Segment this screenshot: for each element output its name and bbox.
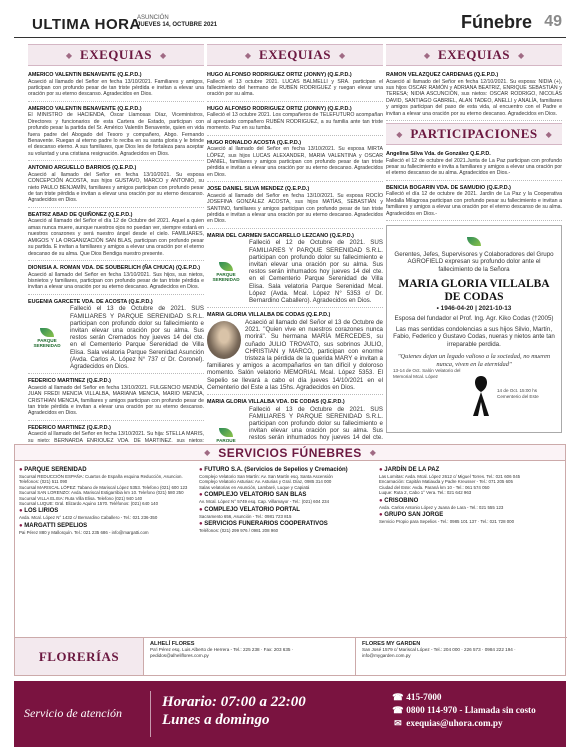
provider-detail: Salas velatorias en Asunción, Lambaré, Luque y Capiatá [199,484,310,490]
florerias-bar [15,637,567,675]
provider-detail: Sucursal LUQUE: Gral. Elizardo Aquino 1570. Teléfonos: (021) 640 140 [19,501,159,507]
obituary-text: Acaeció al llamado del Señor en fecha 13/10/2021. FULGENCIO MENDÍA, JUAN FREDI MENCIA VILLALBA, MARIANA MENCIA, MARIO MENCIA, CRISTHIAN MENCIA, familiares y amigos participan con profundo pesar de tan triste pérdida e invitan a elevar una oración por su eterno descanso. Agradecidos en Dios. [28,384,204,417]
diamond-icon: ◆ [65,50,73,60]
obituary-ad: MARIA GLORIA VILLALBA DE CODAS (Q.E.P.D.) Acaeció al llamado del Señor el 13 de Octubre de 2021. "Quien vive en nuestros corazones nunca morirá". Su hermana MARÍA MERCEDES, su cuñado JULIO TROVATO, sus sobrinos JULIO, CHRISTIAN y MARCO, participan con enorme tristeza la pérdida de la querida MARY e invitan a familiares y amigos a acompañarlos en tan difícil y doloroso momento. Salón velatorio MEMORIAL Mcal. López 5353. El Sepelio se llevará a cabo el día jueves 14/10/2021 en el Cementerio del Este a las 15hs. Agradecidos en Dios. [207,310,383,395]
services-column-1 [19,465,195,633]
provider-name: ● MARGATTI SEPELIOS [19,522,88,529]
obituary-name: DIONISIA A. ROMAN VDA. DE SOUBERLICH (ÑA CHUCA) (Q.E.P.D.) [28,264,201,271]
service-footer [14,681,566,747]
bullet-icon: ● [199,521,205,528]
provider-detail: Sucursal MARISCAL LÓPEZ: Tabano de Mariscal López 5353. Telefono (021) 600 123 [19,484,188,490]
obituary-text: Falleció el 13 octubre 2021. Los compañeros de TELEFUTURO acompañan al apreciado compañero RUBÉN RODRIGUEZ, a su familia ante tan triste momento. Paz en su tumba. [207,112,383,132]
obituary-name: BENICIA BOGARIN VDA. DE SAMUDIO (Q.E.P.D.) [386,184,511,191]
obituary-text: Acaeció al llamado del Señor el día 12 de Octubre del 2021. Aquel a quien amas nunca muere, aunque nuestros ojos no puedan ver, siempre estará en nuestros corazones y será nuestro ángel desde el cielo. FAMILIARES, AMIGOS Y LA ORGANIZACIÓN SAN BLAS, participan con profundo pesar su partida. E invitan a familiares y amigos a elevar una oración por el eterno descanso de su alma. Que Dios Bendiga nuestro presente. [28,218,204,257]
obituary-name: HUGO RONALDO ACOSTA (Q.E.P.D.) [207,139,302,146]
obituary-text: Acaeció al llamado del Señor en fecha 13/10/2021. Su esposa CONCEPCIÓN ACOSTA, sus hijos GUSTAVO, MARCO y ANTONIO, su nieto PAULO BENJAMÍN, familiares y amigos participan con profundo pesar de tan triste pérdida e invitan a elevar una oración por su eterno descanso. Agradecidos en Dios. [28,171,204,204]
diamond-icon: ◆ [369,448,376,457]
services-title-bar: ◆ SERVICIOS FÚNEBRES ◆ [15,445,565,461]
provider-name: ● SERVICIOS FUNERARIOS COOPERATIVOS [199,521,328,528]
provider-detail: Pai Pérez 880 y Mallorquín. Tel.: 021 235 686 - info@margatti.com [19,529,149,535]
obituary-ad [207,70,383,102]
provider-name: ● CRISOBINO [379,497,419,504]
obituary-text: Acaeció al llamado del Señor en fecha 13/10/2021. Sus hijos, sus nietos, bisnietos y familiares, participan con profundo pesar de tan triste pérdida e invitan a elevar una oración por su eterno descanso. Agradecidos en Dios. [28,271,204,291]
bullet-icon: ● [199,492,205,499]
column-1 [28,44,204,442]
provider-detail: Teléfonos: (021) 299 976 / 0981 208 960 [199,528,279,534]
obituary-name: JOSE DANIEL SILVA MENDEZ (Q.E.P.D.) [207,186,310,193]
column-2 [207,44,383,442]
bullet-icon: ● [19,467,25,473]
obituary-text: Acaeció al llamado del Señor en fecha 13/10/2021. Su hija: STELLA MARIS, su nieto: BERNARDA ENRIQUEZ VDA. DE MARTINEZ, sus nietos: [28,431,204,442]
obituary-ad [28,104,204,161]
provider-name: ● COMPLEJO VELATORIO PORTAL [199,506,300,513]
contact-info: ☎ 415-7000 ☎ 0800 114-970 - Llamada sin costo ✉ exequias@uhora.com.py [392,692,536,728]
provider-detail: Las Lomitas: Avda. Mcal. López 2612 c/ Miguel Torres. Tel.: 021 606 045 [379,474,521,479]
provider-name: ● GRUPO SAN JORGE [379,512,444,519]
obituary-name: RAMON VELAZQUEZ CARDENAS (Q.E.P.D.) [386,72,499,78]
provider-name: ● PARQUE SERENIDAD [19,467,87,473]
obituary-ad [28,163,204,208]
provider-name: ● JARDÍN DE LA PAZ [379,467,440,473]
bullet-icon: ● [379,467,385,473]
obituary-text: Acaeció al llamado del Señor en fecha 13/10/2021. Su esposa ROCÍO JOSEFINA GONZÁLEZ ACOSTA, sus hijos MATÍAS, SEBASTIÁN y SANTINO, familiares y amigos participan con profundo pesar de tan triste pérdida e invitan a elevar una oración por su eterno descanso. Agradecidos en Dios. [207,192,383,225]
section-title: Fúnebre [460,12,532,32]
obituary-name: AMERICO VALENTIN BENAVENTE (Q.E.P.D.) [28,72,142,78]
bullet-icon: ● [19,522,25,529]
obituary-ad: EUGENIA GARCETE VDA. DE ACOSTA (Q.E.P.D.) PARQUE SERENIDAD Falleció el 13 de Octubre de 2021. SUS FAMILIARES Y PARQUE SERENIDAD S.R.L. participan con profundo dolor su fallecimiento e invitan elevar una oración por su alma. Sus restos serán Cremados hoy jueves 14 del cte. en el Cementerio Parque Serenidad de Villa Elisa. Sala velatoria Parque Serenidad Asunción (Avda. Carlos A. López N° 737 c/ Dr. Coronel). Agradecidos en Dios. [28,297,204,374]
provider-name: ● LOS LIRIOS [19,508,59,515]
exequias-ribbon: ◆ EXEQUIAS ◆ [386,44,562,66]
obituary-ad [386,149,562,181]
exequias-ribbon: ◆ EXEQUIAS ◆ [207,44,383,66]
diamond-icon: ◆ [545,129,552,139]
services-column-2 [199,465,375,633]
obituary-name: HUGO ALFONSO RODRIGUEZ ORTIZ (JONNY) (Q.E.P.D.) [207,72,352,78]
parque-serenidad-logo: PARQUE [207,406,245,442]
column-3 [386,44,562,442]
bullet-icon: ● [199,467,205,473]
obituary-ad [28,210,204,261]
provider-detail: Encarnación: Capitán Matiauda y Padre Kreusser - Tel.: 071 205 605 [379,479,513,485]
obituary-ad [386,70,562,121]
obituary-ad [386,183,562,221]
phone-icon: ☎ [392,692,404,702]
obituary-ad [207,104,383,136]
provider-detail: Sacramento 656, Asunción - Tel.: 0981 723 815 [199,513,292,519]
obituary-text: Falleció el 12 de octubre del 2021.Junta de La Paz participan con profundo pesar su fallecimiento e invita a familiares y amigos a elevar una oración por el eterno descanso de su alma. Agradecidos en Dios.- [386,157,562,177]
newspaper-brand: ULTIMA HORA [32,16,141,33]
obituary-name: ANTONIO ARGUELLO BARRIOS (Q.E.P.D.) [28,165,137,172]
obituary-ad [207,184,383,229]
service-label: Servicio de atención [24,706,122,720]
edition-city: ASUNCIÓN [137,15,169,21]
diamond-icon: ◆ [244,50,252,60]
provider-detail: Avda. Mcal. López N° 1432 c/ Bernardino Caballero - Tel.: 021 236-350 [19,515,158,521]
obituary-text: Acaeció al llamado del Señor en fecha 13/10/2021. Su esposa MIRTA LÓPEZ, sus hijos LUCAS ALEXANDER, MARIA VALENTINA y OSCAR DANIEL, familiares y amigos participan con profundo pesar de tan triste pérdida e invitan a elevar una oración por su eterno descanso. Agradecidos en Dios. [207,146,383,178]
diamond-icon: ◆ [396,129,403,139]
parque-serenidad-logo: PARQUE SERENIDAD [207,239,245,304]
provider-detail: Servicio Propio para Sepelios - Tel.: 0985 101 137 · Tel.: 021 728 000 [379,519,515,525]
bullet-icon: ● [379,512,385,519]
provider-name: ● COMPLEJO VELATORIO SAN BLAS [199,492,307,499]
obituary-name: BEATRIZ ABAD DE QUIÑONEZ (Q.E.P.D.) [28,211,133,218]
florist-alheli: ALHELÍ FLORES Pa'i Pérez esq. Luis Alberto de Herrera - Tel.: 225 238 · Fax: 203 635 · pedidos@alheliflores.com.py [143,638,355,675]
exequias-ribbon: ◆ EXEQUIAS ◆ [28,44,204,66]
provider-name: ● FUTURO S.A. (Servicios de Sepelios y Cremación) [199,467,348,473]
participaciones-ribbon: ◆ PARTICIPACIONES ◆ [386,123,562,145]
obituary-text: Falleció el día 12 de octubre de 2021. Jardín de La Paz y la Cooperativa Medalla Milagrosa participan con profundo pesar su fallecimiento e invitan a familiares y amigos a elevar una oración por el eterno descanso de su alma. Agradecidos en Dios.- [386,191,562,217]
provider-detail: Ciudad del Este: Avda. Paraná km 10 - Tel.: 061 574 050 [379,484,490,490]
page-number: 49 [544,13,562,30]
edition-meta [137,15,217,29]
diamond-icon: ◆ [517,50,525,60]
obituary-name: HUGO ALFONSO RODRIGUEZ ORTIZ (JONNY) (Q.E.P.D.) [207,105,352,112]
bullet-icon: ● [19,508,25,515]
provider-detail: Sucursal SAN LORENZO: Avda. Mariscal Estigarribia km 10. Telefono (021) 580 250 [19,490,184,496]
obituary-name: Angelina Silva Vda. de González Q.E.P.D. [386,151,491,158]
florerias-label: FLORERÍAS [15,638,143,675]
obituary-name: AMERICO VALENTIN BENAVENTE (Q.E.P.D.) [28,105,142,112]
services-column-3 [379,465,563,633]
obituary-ad [28,263,204,295]
provider-detail: Complejo Velatorio Asturias: Av. Asturias y Gral. Díaz, 0985 314 000 [199,479,332,485]
agrofield-condolence-box: Gerentes, Jefes, Supervisores y Colaboradores del Grupo AGROFIELD expresan su profundo dolor ante el fallecimiento de la Señora MARIA GLORIA VILLALBA DE CODAS • 1946-04-20 | 2021-10-13 Esposa del fundador el Prof. Ing. Agr. Kiko Codas (†2005) Las mas sentidas condolencias a sus hijos Silvio, Martín, Fabio, Federico y Gustavo Codas, nueras y nietos ante tan irreparable perdida. "Quienes dejan un legado valioso a la sociedad, no mueren nunca, viven en la eternidad" 13-14 de Oct. Salón Velatorio del Memorial Mcal. López 14 de Oct. 15:00 hs Cementerio del Este [386,225,562,433]
florist-mygarden: FLORES MY GARDEN San José 1579 c/ Mariscal López - Tel.: 204 000 · 226 573 · 0984 222 194 · info@mygarden.com.py [355,638,567,675]
obituary-ad [207,138,383,183]
provider-detail: Sucursal VILLA ELISA: Ruta Villa Elisa. Telefono (021) 940 140 [19,495,143,501]
agrofield-logo [393,237,555,247]
obituary-text: El MINISTRO de HACIENDA, Óscar Llamosas Díaz, Viceministros, Directores y funcionarios de esta Cartera de Estado, participan con profundo pesar la partida del Sr. Américo Valentín Benavente, quien en vida fuera padre del Abogado del Tesoro y compañero, Abgo. Fernando Benavente. Ruegan al eterno padre lo reciba en su santa gloria y le brinde el descanso eterno. A sus familiares, que Dios les de fortaleza para aceptar su voluntad y una cristiana resignación. Agradecidos en Dios. [28,112,204,157]
obituary-name: FEDERICO MARTINEZ (Q.E.P.D.) [28,424,111,431]
obituary-ad [28,376,204,421]
diamond-icon: ◆ [159,50,167,60]
obituary-text: Acaeció al llamado del Señor en fecha 12/10/2021. Su esposa: NIDIA (+), sus hijos OSCAR RAMÓN y ADRIANA BEATRIZ, ENRIQUE SEBASTIÁN y TERESA; NIDIA ASCUNCIÓN, sus nietos: OSCAR RODRIGO, NICOLÁS DAVID, SANTIAGO GABRIEL, ALAN TADEO, ANELLI y ANALÍA, familiares y amigos participan del paso de esta vida, al encuentro con el Padre e invitan a elevar una oración por su eterno descanso. Agradecidos en Dios. [386,78,562,117]
provider-detail: Av. Mcal. López N° 5749 esq. Cap. Villamayor - Tel.: (021) 604 234 [199,499,330,505]
diamond-icon: ◆ [338,50,346,60]
service-hours: Horario: 07:00 a 22:00 Lunes a domingo [162,694,306,728]
provider-detail: Luque: Ruta 2, Cabo 1° Vera. Tel.: 021 642 963 [379,490,472,496]
obituary-text: Acaeció al llamado del Señor en fecha 13/10/2021. Familiares y amigos, participan con profundo pesar de tan triste pérdida e invitan a elevar una oración por su eterno descanso. Agradecidos en Dios. [28,78,204,98]
deceased-photo [207,321,241,359]
edition-date: JUEVES 14, OCTUBRE 2021 [137,22,218,28]
page-header [14,8,566,38]
diamond-icon: ◆ [204,448,211,457]
diamond-icon: ◆ [423,50,431,60]
obituary-ad [28,70,204,102]
bullet-icon: ● [199,506,205,513]
bullet-icon: ● [379,497,385,504]
obituary-ad [28,423,204,442]
provider-detail: Complejo Velatorio San Martín: Av. San Martín esq. Santa Ascensión [199,474,333,479]
services-directory [14,444,566,676]
email-icon: ✉ [394,718,402,728]
provider-detail: Avda. Carlos Antonio López y Juana de Lara - Tel.: 021 555 123 [379,504,504,510]
obituary-name: FEDERICO MARTINEZ (Q.E.P.D.) [28,378,111,385]
phone-icon: ☎ [392,705,404,715]
obituary-ad: MARIA GLORIA VILLALBA VDA. DE CODAS (Q.E.P.D.) PARQUE Falleció el 13 de Octubre de 2021. SUS FAMILIARES Y PARQUE SERENIDAD S.R.L. participan con profundo dolor su fallecimiento e invitan elevar una oración por su alma. Sus restos serán inhumados hoy jueves 14 del cte. [207,397,383,442]
obituary-text: Falleció el 13 octubre 2021. LUCAS BALMELLI y SRA. participan el fallecimiento del hermano de RUBÉN RODRIGUEZ y ruegan elevar una oración por su alma. [207,78,383,98]
obituary-ad: MARIA DEL CARMEN SACCARELLO LEZCANO (Q.E.P.D.) PARQUE SERENIDAD Falleció el 12 de Octubre de 2021. SUS FAMILIARES Y PARQUE SERENIDAD S.R.L. participan con profundo dolor su fallecimiento e invitan elevar una oración por su alma. Sus restos serán inhumados hoy jueves 14 del cte. en el Cementerio Parque Serenidad de Villa Elisa. Sala velatoria Parque Serenidad Mcal. López (Avda. Mcal. López N° 5353 c/ Dr. Bernardino Caballero). Agradecidos en Dios. [207,231,383,308]
parque-serenidad-logo: PARQUE SERENIDAD [28,305,66,370]
mourning-ribbon-icon [469,372,493,418]
provider-detail: Sucursal REDUCCIÓN ESPAÑA: Cuartos de España esquina Reducción, Asuncion. Telefonos: (021) 511 090 [19,474,183,485]
